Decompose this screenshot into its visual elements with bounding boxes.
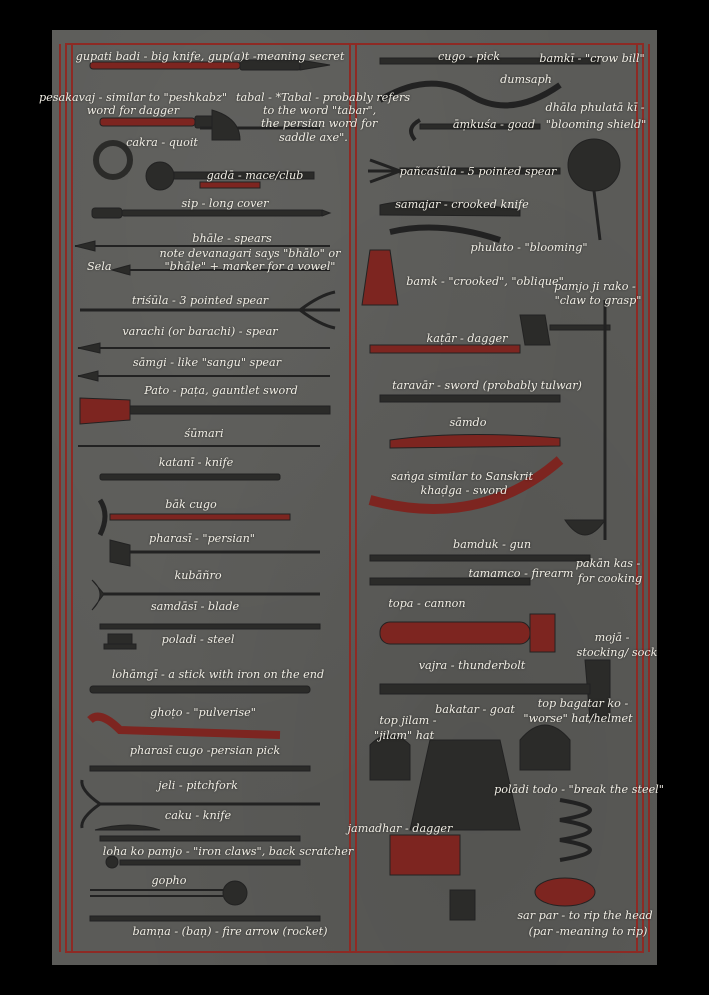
blade-icon <box>100 624 320 629</box>
label-bamna: bamṇa - (baṇ) - fire arrow (rocket) <box>132 925 328 938</box>
shield-icon <box>568 139 620 240</box>
label-bhale-note-2: "bhāle" + marker for a vowel" <box>164 260 336 273</box>
label-top-jilam-2: "jilam" hat <box>373 729 435 742</box>
label-topa: topa - cannon <box>388 597 466 610</box>
label-caku: caku - knife <box>164 809 232 822</box>
gauntlet-sword-icon <box>80 398 330 424</box>
dagger-icon <box>100 116 225 128</box>
label-pamjo-2: "claw to grasp" <box>554 294 642 307</box>
label-bak-cugo: bāk cugo <box>165 498 217 511</box>
label-tabal-2: to the word "tabar", <box>263 104 377 117</box>
label-lohamgi: lohāmgī - a stick with iron on the end <box>111 668 325 681</box>
label-varachi: varachi (or barachi) - spear <box>122 325 278 338</box>
label-tamamco: tamamco - firearm <box>468 567 574 580</box>
label-loha: loha ko pamjo - "iron claws", back scratcher <box>102 845 354 858</box>
claw-icon <box>520 315 610 345</box>
label-bamduk: bamduk - gun <box>452 538 532 551</box>
label-gupati: gupati badi - big knife, gup(a)t -meaning secret <box>75 50 345 63</box>
label-katar: kaṭār - dagger <box>426 332 508 345</box>
label-top-bagatar-2: "worse" hat/helmet <box>523 712 633 725</box>
label-gopho: gopho <box>151 874 187 887</box>
label-moja-2: stocking/ sock <box>576 646 658 659</box>
label-taravar: taravār - sword (probably tulwar) <box>392 379 582 392</box>
rack-icon <box>535 878 595 906</box>
label-sip: sip - long cover <box>181 197 269 210</box>
label-bakatar: bakatar - goat <box>435 703 515 716</box>
label-katani: katanī - knife <box>158 456 234 469</box>
label-cugo: cugo - pick <box>437 50 501 63</box>
label-samgi: sāmgi - like "sangu" spear <box>132 356 282 369</box>
label-sarpar: sar par - to rip the head <box>517 909 653 922</box>
label-pato: Pato - paṭa, gauntlet sword <box>144 384 298 397</box>
label-samdo: sāmdo <box>449 416 487 429</box>
label-sanga-2: khaḍga - sword <box>420 484 508 497</box>
label-pharasi-cugo: pharasī cugo -persian pick <box>129 744 281 757</box>
label-bhale-note: note devanagari says "bhālo" or <box>159 247 341 260</box>
flower-icon <box>362 250 398 305</box>
label-vajra: vajra - thunderbolt <box>418 659 526 672</box>
label-tabal-4: saddle axe". <box>279 131 348 144</box>
label-sarpar-2: (par -meaning to rip) <box>528 925 648 938</box>
club-icon <box>90 717 280 735</box>
label-pesakavaj: pesakavaj - similar to "peshkabz" <box>39 91 227 104</box>
dagger-icon <box>390 835 475 920</box>
label-dumsaph: dumsaph <box>500 73 552 86</box>
label-top-jilam: top jilam - <box>379 714 437 727</box>
spear-icon <box>78 371 330 381</box>
knife-icon <box>390 228 500 241</box>
label-top-bagatar: top bagatar ko - <box>537 697 629 710</box>
dagger-icon <box>370 345 520 353</box>
spear-icon <box>78 343 330 353</box>
label-pharasi: pharasī - "persian" <box>149 532 255 545</box>
label-dhala: dhāla phulatā kī - <box>545 101 645 114</box>
ring-icon <box>96 143 130 177</box>
label-pesakavaj-2: word for dagger <box>86 104 180 117</box>
label-pakan-2: for cooking <box>577 572 643 585</box>
club-icon <box>90 686 310 693</box>
label-pancasula: pañcaśūla - 5 pointed spear <box>399 165 557 178</box>
label-moja: mojā - <box>594 631 630 644</box>
label-sela: Sela <box>87 260 112 273</box>
label-bamki: bamkī - "crow bill" <box>539 52 645 65</box>
cannon-icon <box>380 614 555 652</box>
label-ghoto: ghoṭo - "pulverise" <box>150 706 256 719</box>
knife-icon <box>95 825 300 841</box>
label-jeli: jeli - pitchfork <box>158 779 238 792</box>
knife-icon <box>100 474 280 480</box>
label-poladi-todo: polādi todo - "break the steel" <box>494 783 664 796</box>
sword-icon <box>390 434 560 448</box>
label-bhale: bhāle - spears <box>192 232 272 245</box>
label-sumari: śūmari <box>184 427 224 440</box>
chain-icon <box>560 800 590 860</box>
pick-icon <box>90 766 310 771</box>
label-poladi: poladi - steel <box>161 633 235 646</box>
label-tabal-3: the persian word for <box>261 117 378 130</box>
label-phulato: phulato - "blooming" <box>470 241 588 254</box>
label-amkusa: āṃkuśa - goad <box>452 118 536 131</box>
label-trisula: triśūla - 3 pointed spear <box>131 294 269 307</box>
label-pamjo: pamjo ji rako - <box>554 280 636 293</box>
label-pakan: pakān kas - <box>575 557 641 570</box>
label-bamk: bamk - "crooked", "oblique" <box>406 275 564 288</box>
label-gada: gadā - mace/club <box>206 169 304 182</box>
club-icon <box>380 684 590 694</box>
label-sanga: saṅga similar to Sanskrit <box>391 470 533 483</box>
label-jamadhar: jamadhar - dagger <box>347 822 453 835</box>
label-dhala-2: "blooming shield" <box>545 118 647 131</box>
bowl-icon <box>565 520 605 535</box>
label-cakra: cakra - quoit <box>126 136 198 149</box>
anvil-icon <box>104 634 136 649</box>
label-tabal: tabal - *Tabal - probably refers <box>236 91 411 104</box>
label-samajar: samajar - crooked knife <box>395 198 529 211</box>
gun-icon <box>370 555 590 561</box>
label-kubanro: kubāñro <box>174 569 222 582</box>
label-samdasi: samdāsī - blade <box>150 600 240 613</box>
rocket-icon <box>90 916 320 921</box>
